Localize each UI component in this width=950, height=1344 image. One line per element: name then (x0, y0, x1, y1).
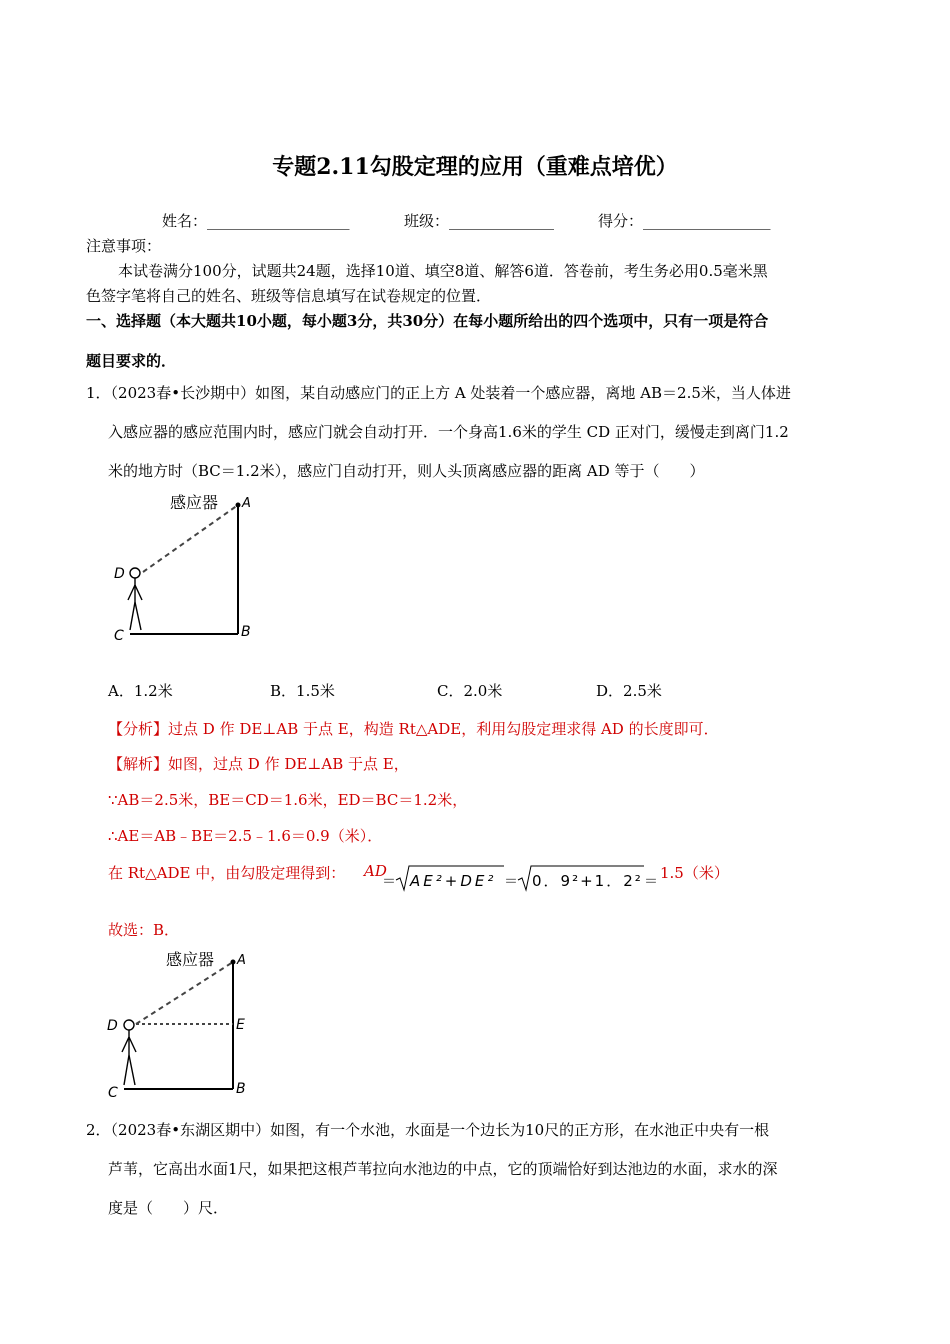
q1-option-b: B．1.5米 (270, 682, 335, 700)
fig2-label-sensor: 感应器 (166, 950, 215, 969)
notice-line-1: 本试卷满分100分，试题共24题，选择10道、填空8道、解答6道．答卷前，考生务必用0.5毫米黑 (118, 262, 768, 280)
q1-option-d: D．2.5米 (596, 682, 662, 700)
page-title: 专题2.11勾股定理的应用（重难点培优） (272, 154, 678, 180)
class-field: 班级：______________ (404, 212, 555, 230)
q1-figure (108, 490, 268, 645)
q1-solution-2: ∵AB＝2.5米，BE＝CD＝1.6米，ED＝BC＝1.2米， (108, 791, 468, 809)
notice-heading: 注意事项： (86, 237, 162, 255)
q2-line-3: 度是（ ）尺． (108, 1199, 229, 1217)
q1-solution-3: ∴AE＝AB﹣BE＝2.5﹣1.6＝0.9（米）． (108, 827, 383, 845)
q1-line-1: 1．（2023春•长沙期中）如图，某自动感应门的正上方 A 处装着一个感应器，离地 AB＝2.5米，当人体进 (86, 384, 791, 402)
fig1-label-b: B (241, 624, 251, 640)
formula-root-1: AE²+DE² (410, 872, 497, 890)
q1-solution-4-ad: AD (364, 862, 387, 880)
fig2-label-d: D (107, 1018, 118, 1034)
name-field: 姓名：___________________ (162, 212, 350, 230)
q1-line-3: 米的地方时（BC＝1.2米），感应门自动打开，则人头顶离感应器的距离 AD 等于（ ） (108, 462, 705, 480)
score-field: 得分：_________________ (598, 212, 771, 230)
q1-formula (382, 860, 682, 896)
fig2-label-c: C (108, 1085, 118, 1100)
fig2-label-a: A (237, 953, 246, 968)
q2-line-1: 2．（2023春•东湖区期中）如图，有一个水池，水面是一个边长为10尺的正方形，在水池正中央有一根 (86, 1121, 770, 1139)
fig1-label-c: C (114, 628, 124, 644)
fig1-label-a: A (242, 496, 251, 511)
q1-analysis: 【分析】过点 D 作 DE⊥AB 于点 E，构造 Rt△ADE，利用勾股定理求得 AD 的长度即可． (108, 720, 719, 738)
q2-line-2: 芦苇，它高出水面1尺，如果把这根芦苇拉向水池边的中点，它的顶端恰好到达池边的水面，求水的深 (108, 1160, 778, 1178)
section-heading-2: 题目要求的． (86, 352, 177, 370)
formula-root-2: 0．9²+1．2² (532, 872, 643, 890)
formula-equals-2: ＝ (504, 874, 518, 890)
formula-equals-3: ＝ (644, 874, 658, 890)
q1-solution-1: 【解析】如图，过点 D 作 DE⊥AB 于点 E， (108, 755, 409, 773)
q1-option-a: A．1.2米 (108, 682, 173, 700)
fig2-label-b: B (236, 1081, 246, 1097)
q1-solution-5: 故选：B． (108, 921, 180, 939)
fig1-label-d: D (114, 566, 125, 582)
q1-solution-4-result: 1.5（米） (660, 864, 729, 882)
fig1-label-sensor: 感应器 (170, 493, 219, 512)
q1-solution-4-text: 在 Rt△ADE 中，由勾股定理得到： (108, 864, 346, 882)
q1-line-2: 入感应器的感应范围内时，感应门就会自动打开．一个身高1.6米的学生 CD 正对门，缓慢走到离门1.2 (108, 423, 789, 441)
section-heading-1: 一、选择题（本大题共10小题，每小题3分，共30分）在每小题所给出的四个选项中，只有一项是符合 (86, 312, 769, 330)
q1-option-c: C．2.0米 (437, 682, 503, 700)
formula-equals-1: ＝ (382, 874, 396, 890)
q1-solution-figure (104, 945, 264, 1100)
fig2-label-e: E (236, 1017, 245, 1033)
notice-line-2: 色签字笔将自己的姓名、班级等信息填写在试卷规定的位置． (86, 287, 492, 305)
